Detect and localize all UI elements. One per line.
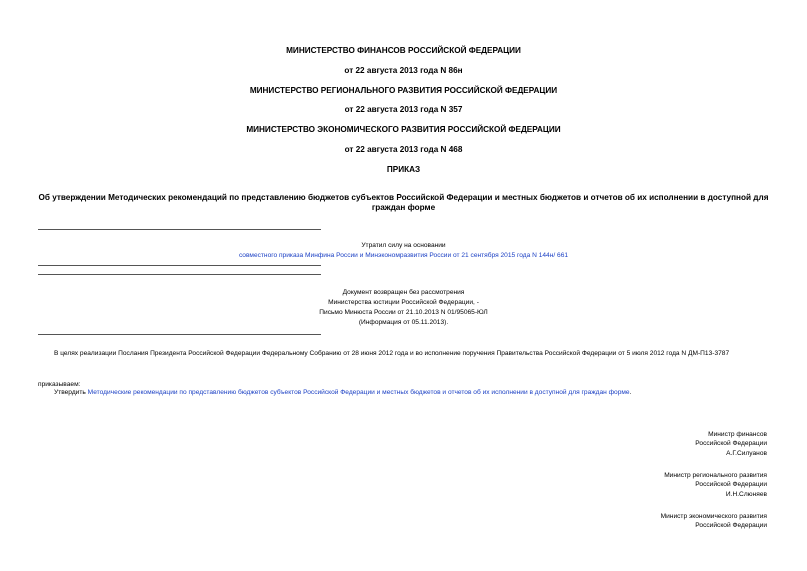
- signature-org: Российской Федерации: [695, 522, 767, 530]
- return-note-line: (Информация от 05.11.2013).: [358, 319, 449, 326]
- return-note-line: Документ возвращен без рассмотрения: [342, 289, 465, 296]
- document-title: Об утверждении Методических рекомендаций по представлению бюджетов субъектов Российской Федерации и местных бюджетов и отчетов об их исполнении в доступной для граждан форме: [38, 193, 769, 212]
- signature-block-finance: [567, 430, 767, 458]
- signature-role: Министр регионального развития: [664, 472, 767, 479]
- return-note-line: Письмо Минюста России от 21.10.2013 N 01/95065-ЮЛ: [319, 309, 488, 316]
- document-type: ПРИКАЗ: [386, 165, 421, 174]
- order-date-finance: от 22 августа 2013 года N 86н: [344, 66, 463, 75]
- signature-name: И.Н.Слюняев: [725, 490, 767, 498]
- return-note-line: Министерства юстиции Российской Федерации, -: [328, 299, 479, 306]
- signature-org: Российской Федерации: [695, 440, 767, 448]
- ministry-economic-heading: МИНИСТЕРСТВО ЭКОНОМИЧЕСКОГО РАЗВИТИЯ РОССИЙСКОЙ ФЕДЕРАЦИИ: [246, 125, 561, 134]
- ministry-finance-heading: МИНИСТЕРСТВО ФИНАНСОВ РОССИЙСКОЙ ФЕДЕРАЦИИ: [286, 46, 521, 55]
- repeal-order-link[interactable]: совместного приказа Минфина России и Минэкономразвития России от 21 сентября 2015 года N 144н/ 661: [238, 252, 569, 259]
- signature-block-economic: [567, 512, 767, 531]
- order-date-economic: от 22 августа 2013 года N 468: [344, 145, 463, 154]
- signature-org: Российской Федерации: [695, 481, 767, 489]
- approve-paragraph: [54, 389, 631, 398]
- divider: [38, 265, 321, 266]
- methodical-recommendations-link[interactable]: Методические рекомендации по представлению бюджетов субъектов Российской Федерации и местных бюджетов и отчетов об их исполнении в доступной для граждан форме: [87, 389, 630, 396]
- order-word: приказываем:: [38, 381, 81, 388]
- approve-suffix: .: [629, 389, 632, 396]
- divider: [38, 274, 321, 275]
- divider: [38, 334, 321, 335]
- signature-role: Министр финансов: [708, 431, 767, 438]
- ministry-regional-heading: МИНИСТЕРСТВО РЕГИОНАЛЬНОГО РАЗВИТИЯ РОССИЙСКОЙ ФЕДЕРАЦИИ: [249, 86, 558, 95]
- approve-prefix: Утвердить: [54, 389, 88, 396]
- order-date-regional: от 22 августа 2013 года N 357: [344, 105, 463, 114]
- signature-role: Министр экономического развития: [660, 513, 767, 520]
- signature-block-regional: [567, 471, 767, 499]
- divider: [38, 229, 321, 230]
- signature-name: А.Г.Силуанов: [726, 449, 767, 457]
- preamble-paragraph: В целях реализации Послания Президента Российской Федерации Федеральному Собранию от 28 июня 2012 года и во исполнение поручения Правительства Российской Федерации от 5 июля 2012 года N ДМ-П13-3787: [54, 350, 730, 357]
- status-note-text: Утратил силу на основании: [361, 242, 446, 249]
